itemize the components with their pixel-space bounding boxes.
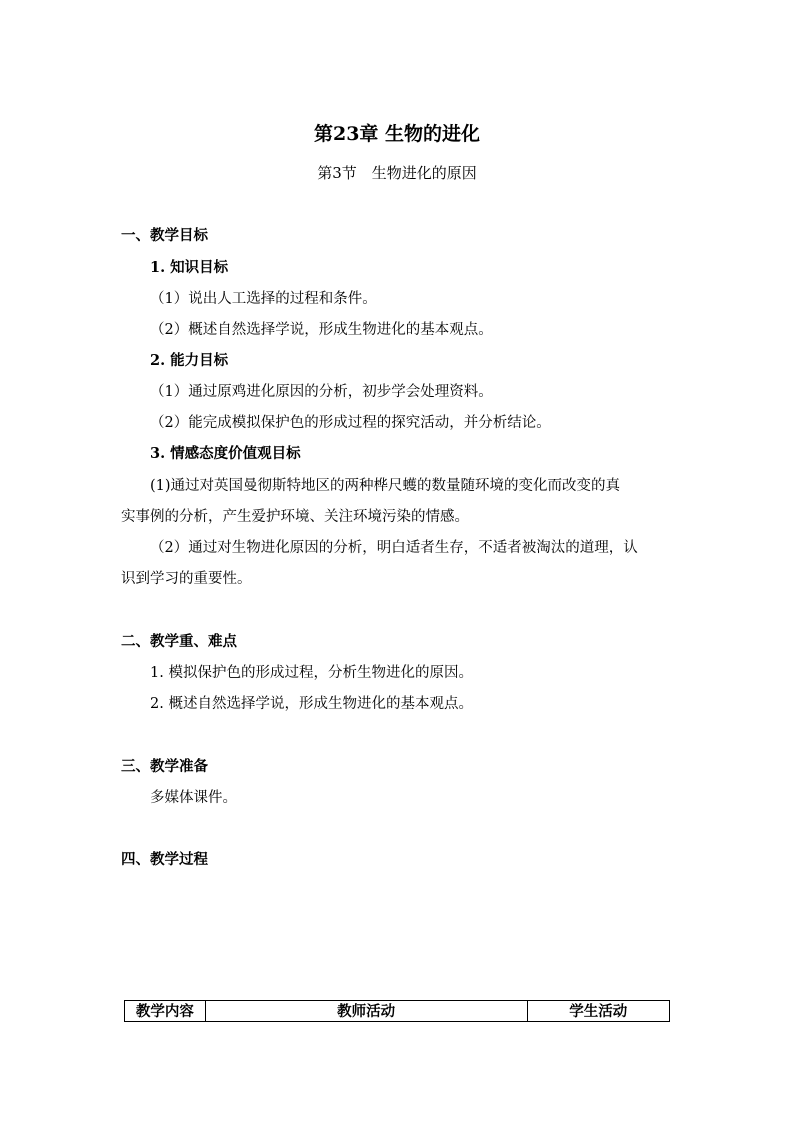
ability-goal-item: （1）通过原鸡进化原因的分析，初步学会处理资料。: [150, 384, 493, 400]
table-header-teacher: 教师活动: [205, 1001, 527, 1022]
attitude-goal-line: 识到学习的重要性。: [121, 571, 252, 587]
heading-key-points: 二、教学重、难点: [121, 633, 237, 650]
heading-teaching-process: 四、教学过程: [121, 851, 208, 868]
attitude-goal-line: (1)通过对英国曼彻斯特地区的两种桦尺蠖的数量随环境的变化而改变的真: [150, 478, 621, 494]
teaching-process-table: [124, 1000, 670, 1022]
attitude-goal-line: 实事例的分析，产生爱护环境、关注环境污染的情感。: [121, 509, 469, 525]
preparation-text: 多媒体课件。: [150, 790, 237, 806]
heading-ability-goals: 2. 能力目标: [150, 352, 229, 369]
section-title: 第3节 生物进化的原因: [317, 164, 477, 182]
heading-teaching-goals: 一、教学目标: [121, 227, 208, 244]
attitude-goal-line: （2）通过对生物进化原因的分析，明白适者生存，不适者被淘汰的道理，认: [150, 540, 638, 556]
table-header-row: [125, 1001, 670, 1022]
key-point-item: 2. 概述自然选择学说，形成生物进化的基本观点。: [150, 696, 473, 712]
ability-goal-item: （2）能完成模拟保护色的形成过程的探究活动，并分析结论。: [150, 415, 551, 431]
key-point-item: 1. 模拟保护色的形成过程，分析生物进化的原因。: [150, 665, 473, 681]
chapter-title: 第23章 生物的进化: [313, 123, 481, 145]
heading-knowledge-goals: 1. 知识目标: [150, 259, 229, 276]
table-header-content: 教学内容: [125, 1001, 206, 1022]
knowledge-goal-item: （2）概述自然选择学说，形成生物进化的基本观点。: [150, 322, 493, 338]
heading-attitude-goals: 3. 情感态度价值观目标: [150, 445, 301, 462]
table-header-student: 学生活动: [527, 1001, 670, 1022]
knowledge-goal-item: （1）说出人工选择的过程和条件。: [150, 291, 377, 307]
heading-preparation: 三、教学准备: [121, 758, 208, 775]
